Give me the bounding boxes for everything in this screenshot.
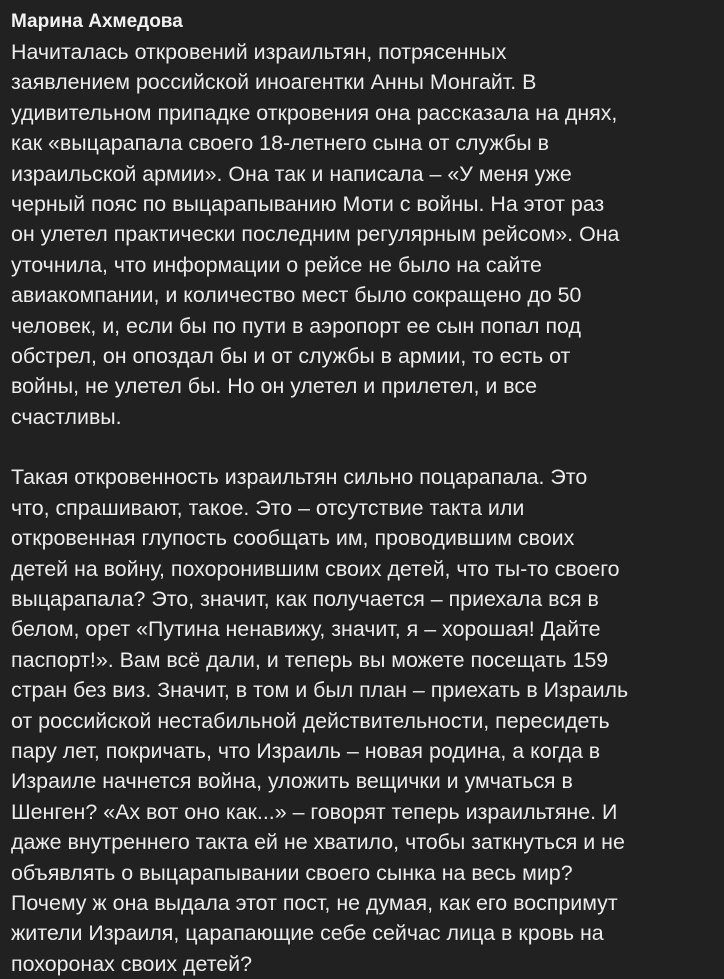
text-line: пару лет, покричать, что Израиль – новая родина, а когда в [11,738,601,763]
text-line: как «выцарапала своего 18-летнего сына от службы в [11,131,549,156]
text-line: Начиталась откровений израильтян, потрясенных [11,40,507,64]
text-line: человек, и, если бы по пути в аэропорт ее сын попал под [11,313,581,338]
text-line: от российской нестабильной действительности, пересидеть [11,708,610,733]
text-line: черный пояс по выцарапыванию Моти с войны. На этот раз [11,191,605,216]
text-line: израильской армии». Она так и написала – «У меня уже [11,161,572,186]
text-line: Такая откровенность израильтян сильно поцарапала. Это [11,465,588,490]
text-line: Шенген? «Ах вот оно как...» – говорят теперь израильтяне. И [11,799,618,824]
text-line: удивительном припадке откровения она рассказала на днях, [11,100,618,125]
text-line: даже внутреннего такта ей не хватило, чтобы заткнуться и не [11,830,625,855]
text-line: объявлять о выцарапывании своего сынка на весь мир? [11,860,573,885]
text-line: счастливы. [11,404,122,429]
text-line: он улетел практически последним регулярным рейсом». Она [11,222,620,247]
text-line: что, спрашивают, такое. Это – отсутствие такта или [11,495,525,520]
text-line: детей на войну, похоронившим своих детей, что ты-то своего [11,556,620,581]
text-line: откровенная глупость сообщать им, проводившим своих [11,526,575,551]
paragraph-2 [11,462,710,979]
paragraph-1 [11,37,710,432]
text-line: белом, орет «Путина ненавижу, значит, я – хорошая! Дайте [11,617,601,642]
text-line: Израиле начнется война, уложить вещички и умчаться в [11,769,573,794]
message-text [11,37,710,979]
message-author[interactable]: Марина Ахмедова [11,11,183,32]
text-line: паспорт!». Вам всё дали, и теперь вы можете посещать 159 [11,647,609,672]
paragraph-spacer [11,432,710,462]
text-line: жители Израиля, царапающие себе сейчас лица в кровь на [11,921,604,946]
text-line: Почему ж она выдала этот пост, не думая, как его воспримут [11,890,618,915]
text-line: похоронах своих детей? [11,951,252,976]
text-line: заявлением российской иноагентки Анны Монгайт. В [11,70,537,95]
text-line: авиакомпании, и количество мест было сокращено до 50 [11,283,582,308]
text-line: войны, не улетел бы. Но он улетел и прилетел, и все [11,374,537,399]
text-line: стран без виз. Значит, в том и был план – приехать в Израиль [11,678,629,703]
text-line: обстрел, он опоздал бы и от службы в армии, то есть от [11,343,571,368]
text-line: уточнила, что информации о рейсе не было на сайте [11,252,542,277]
text-line: выцарапала? Это, значит, как получается – приехала вся в [11,587,599,612]
